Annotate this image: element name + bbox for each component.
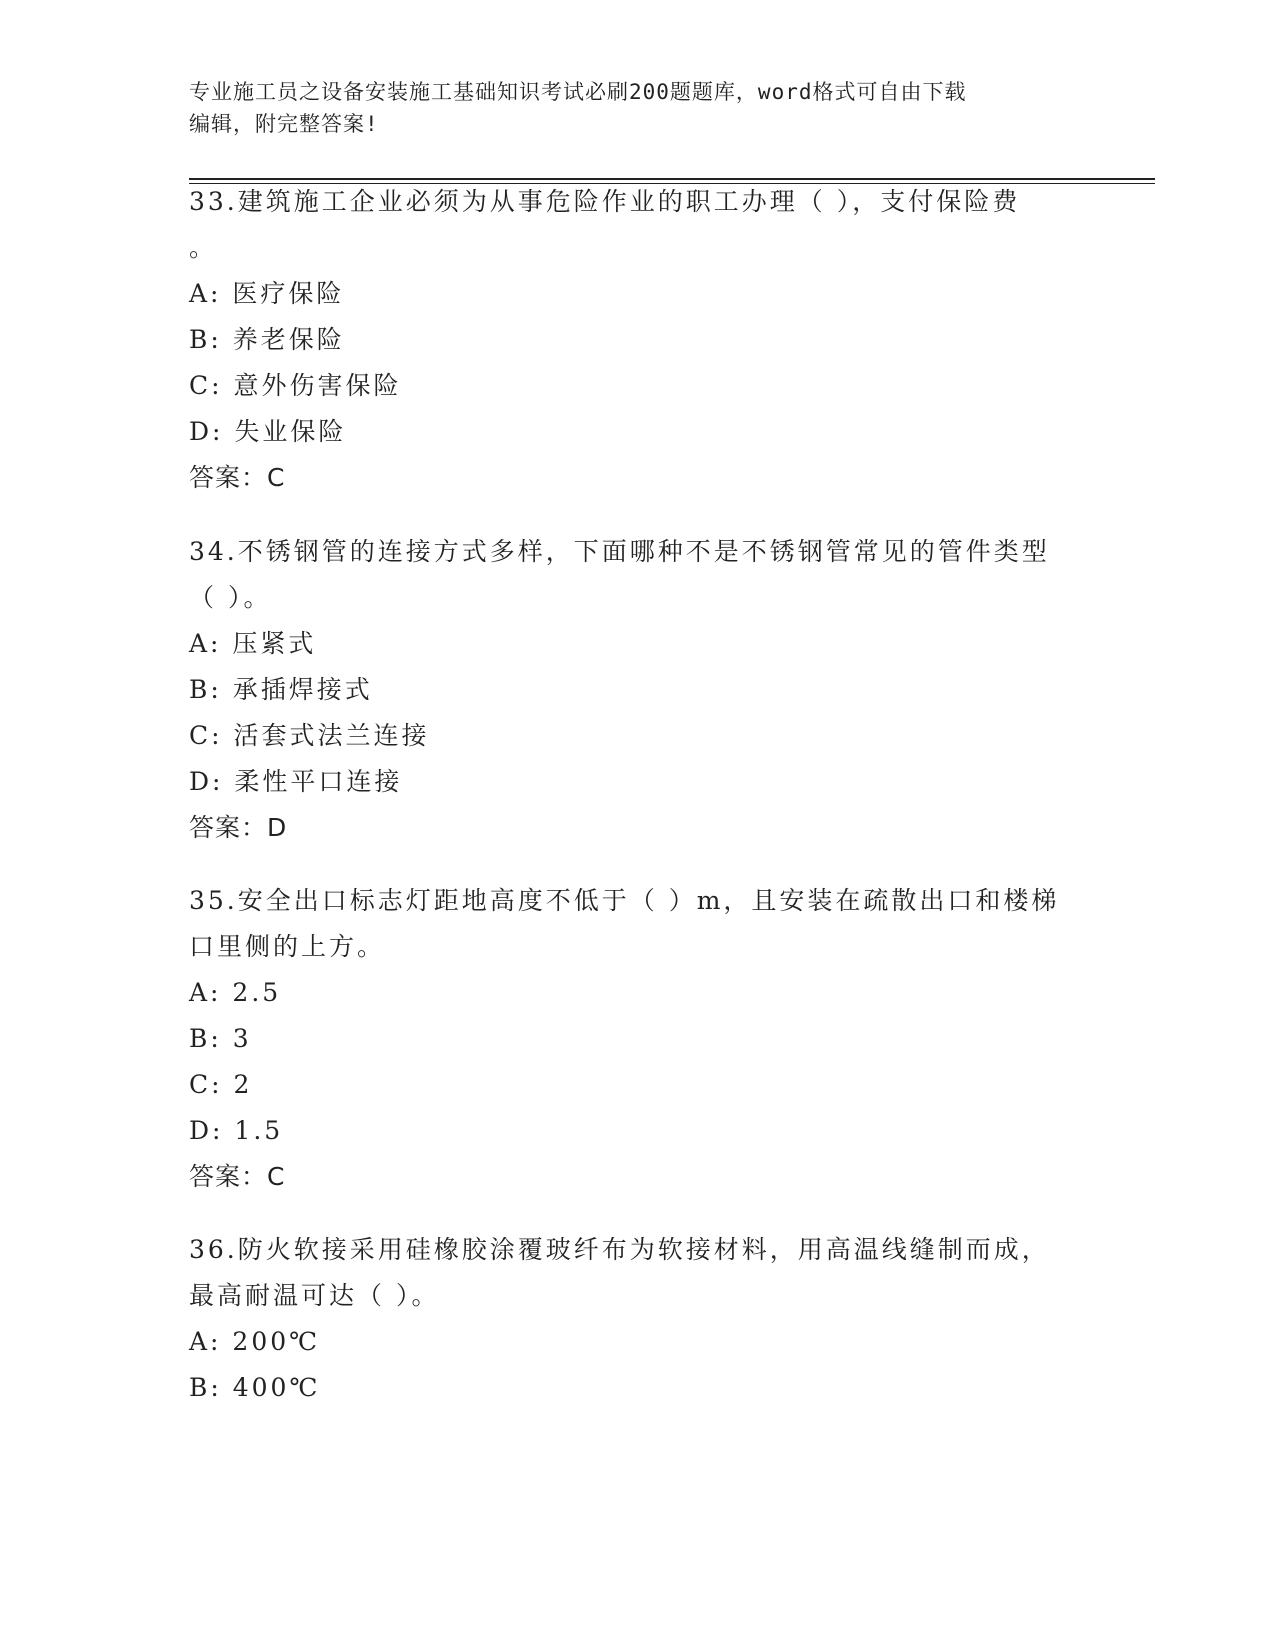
option-d: D: 柔性平口连接 — [189, 767, 403, 796]
question-text-continued: 。 — [189, 233, 218, 262]
option-c: C: 2 — [189, 1070, 253, 1099]
option-a: A: 200℃ — [189, 1327, 321, 1356]
question-text: 33.建筑施工企业必须为从事危险作业的职工办理（ ），支付保险费 — [189, 187, 1021, 216]
answer: 答案：C — [189, 463, 286, 492]
header-line-2: 编辑，附完整答案! — [189, 112, 379, 136]
question-text-continued: 最高耐温可达（ ）。 — [189, 1281, 440, 1310]
question-34 — [189, 529, 1089, 851]
option-a: A: 医疗保险 — [189, 279, 345, 308]
option-a: A: 压紧式 — [189, 629, 317, 658]
answer: 答案：D — [189, 813, 288, 842]
header-line-1: 专业施工员之设备安装施工基础知识考试必刷200题题库，word格式可自由下载 — [189, 80, 967, 104]
option-c: C: 活套式法兰连接 — [189, 721, 430, 750]
answer: 答案：C — [189, 1162, 286, 1191]
option-b: B: 养老保险 — [189, 325, 345, 354]
question-text-continued: 口里侧的上方。 — [189, 932, 386, 961]
question-text: 35.安全出口标志灯距地高度不低于（ ）m，且安装在疏散出口和楼梯 — [189, 886, 1060, 915]
question-35 — [189, 878, 1089, 1200]
question-text: 36.防火软接采用硅橡胶涂覆玻纤布为软接材料，用高温线缝制而成， — [189, 1235, 1050, 1264]
question-33 — [189, 179, 1089, 501]
option-d: D: 失业保险 — [189, 417, 347, 446]
option-c: C: 意外伤害保险 — [189, 371, 402, 400]
question-36 — [189, 1227, 1089, 1411]
option-b: B: 承插焊接式 — [189, 675, 373, 704]
question-text: 34.不锈钢管的连接方式多样，下面哪种不是不锈钢管常见的管件类型 — [189, 537, 1050, 566]
document-header — [189, 76, 1069, 140]
option-d: D: 1.5 — [189, 1116, 284, 1145]
option-a: A: 2.5 — [189, 978, 282, 1007]
question-text-continued: （ ）。 — [189, 583, 272, 612]
option-b: B: 400℃ — [189, 1373, 321, 1402]
option-b: B: 3 — [189, 1024, 252, 1053]
